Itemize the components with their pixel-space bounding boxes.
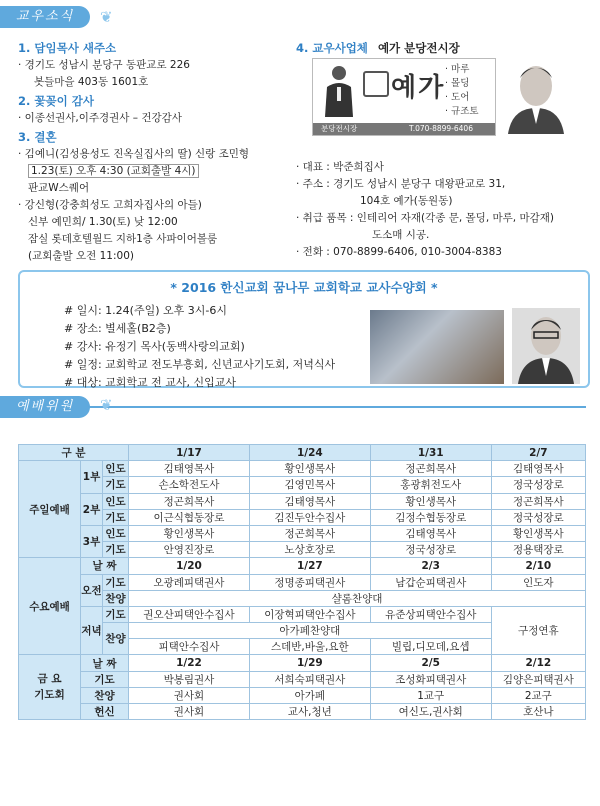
- table-row: [19, 525, 586, 541]
- news-item4-heading: [296, 40, 586, 56]
- table-cell: 피택안수집사: [129, 639, 250, 655]
- role-label: 기도: [103, 509, 129, 525]
- table-cell: 이장혁피택안수집사: [249, 606, 370, 622]
- role-label: 기도: [103, 477, 129, 493]
- table-cell: 권오산피택안수집사: [129, 606, 250, 622]
- table-cell: 조성화피택권사: [370, 671, 491, 687]
- table-cell: 김양은피택권사: [491, 671, 585, 687]
- table-cell: 김진두안수집사: [249, 509, 370, 525]
- news-item1-line: · 경기도 성남시 분당구 동판교로 226: [18, 59, 190, 71]
- ad-brand: 예가: [391, 73, 446, 103]
- news-item4-line: · 주소 : 경기도 성남시 분당구 대왕판교로 31,: [296, 178, 506, 190]
- header-cell: 1/24: [249, 445, 370, 461]
- header-cell: 1/17: [129, 445, 250, 461]
- news-item1-title: 1. 담임목사 새주소: [18, 41, 117, 55]
- date-cell: 1/20: [129, 558, 250, 574]
- header-cell: 2/7: [491, 445, 585, 461]
- owner-portrait: [504, 58, 568, 134]
- table-row: [19, 590, 586, 606]
- table-cell: 남갑순피택권사: [370, 574, 491, 590]
- table-cell: 황인생목사: [491, 525, 585, 541]
- news-item4-line: · 대표 : 박준희집사: [296, 161, 384, 173]
- news-item2-title: 2. 꽃꽂이 감사: [18, 94, 94, 108]
- role-label: 찬양: [103, 623, 129, 655]
- table-cell: 정곤희목사: [129, 493, 250, 509]
- friday-label: 금 요 기도회: [19, 655, 81, 720]
- role-label: 찬양: [103, 590, 129, 606]
- table-cell: 스데반,바울,요한: [249, 639, 370, 655]
- date-cell: 1/22: [129, 655, 250, 671]
- table-cell: 정곤희목사: [249, 525, 370, 541]
- service-label: 1부: [81, 461, 103, 493]
- ad-items: [445, 63, 479, 119]
- table-cell: 이근식협동장로: [129, 509, 250, 525]
- table-cell: 2교구: [491, 687, 585, 703]
- worship-schedule-table: [18, 444, 586, 720]
- table-row: [19, 558, 586, 574]
- retreat-item: # 일정: 교회학교 전도부흥회, 신년교사기도회, 저녁식사: [64, 358, 336, 371]
- table-cell: 노상호장로: [249, 542, 370, 558]
- ad-person-image: [321, 63, 357, 117]
- table-cell: 빌립,디모데,요셉: [370, 639, 491, 655]
- table-row: [19, 671, 586, 687]
- service-label: 3부: [81, 525, 103, 557]
- table-header-row: [19, 445, 586, 461]
- ad-item: · 규조토: [445, 106, 479, 117]
- table-cell: 황인생목사: [129, 525, 250, 541]
- table-row: [19, 461, 586, 477]
- table-row: [19, 655, 586, 671]
- table-row: [19, 704, 586, 720]
- table-cell: 황인생목사: [370, 493, 491, 509]
- news-item4-line: 도소매 시공.: [372, 229, 430, 241]
- news-item4-title: 4. 교우사업체: [296, 41, 368, 55]
- table-cell: 정국성장로: [491, 509, 585, 525]
- teacher-retreat-box: [18, 270, 590, 388]
- table-cell: 1교구: [370, 687, 491, 703]
- table-cell: 유준상피택안수집사: [370, 606, 491, 622]
- news-item4-subtitle: 예가 분당전시장: [377, 41, 460, 55]
- date-cell: 2/12: [491, 655, 585, 671]
- role-label: 인도: [103, 493, 129, 509]
- table-cell: 정용택장로: [491, 542, 585, 558]
- role-label: 인도: [103, 525, 129, 541]
- date-label: 날 짜: [81, 558, 129, 574]
- retreat-photo: [370, 310, 504, 384]
- news-item3-line: · 강신형(강충희성도 고희자집사의 아들): [18, 199, 202, 211]
- role-label: 기도: [81, 671, 129, 687]
- table-cell: 홍광휘전도사: [370, 477, 491, 493]
- table-cell: 손소학전도사: [129, 477, 250, 493]
- retreat-item: # 일시: 1.24(주일) 오후 3시-6시: [64, 304, 227, 317]
- ad-footer-bar: [313, 123, 495, 135]
- role-label: 헌신: [81, 704, 129, 720]
- news-item3-line: 판교W스퀘어: [28, 182, 90, 194]
- news-left-column: [18, 38, 300, 265]
- business-ad: [312, 58, 496, 136]
- table-cell: 김태영목사: [129, 461, 250, 477]
- header-cell: 1/31: [370, 445, 491, 461]
- table-row: [19, 606, 586, 622]
- worship-section-tab: [0, 396, 90, 418]
- news-item4-line: 104호 예가(동원동): [360, 195, 453, 207]
- table-cell: 정곤희목사: [491, 493, 585, 509]
- table-row: [19, 477, 586, 493]
- role-label: 기도: [103, 574, 129, 590]
- table-cell: 권사회: [129, 704, 250, 720]
- date-cell: 1/29: [249, 655, 370, 671]
- table-cell: 오광례피택권사: [129, 574, 250, 590]
- table-row: [19, 574, 586, 590]
- table-cell: 정국성장로: [370, 542, 491, 558]
- table-cell: 김태영목사: [249, 493, 370, 509]
- table-cell: 권사회: [129, 687, 250, 703]
- table-cell: 황인생목사: [249, 461, 370, 477]
- news-item3-line: · 김예니(김성용성도 진옥실집사의 딸) 신랑 조민형: [18, 148, 250, 160]
- retreat-title: * 2016 한신교회 꿈나무 교회학교 교사수양회 *: [170, 280, 438, 295]
- table-cell: 여신도,권사회: [370, 704, 491, 720]
- yega-logo-icon: [363, 71, 389, 97]
- table-cell: 안영진장로: [129, 542, 250, 558]
- role-label: 찬양: [81, 687, 129, 703]
- retreat-item: # 대상: 교회학교 전 교사, 신입교사: [64, 376, 237, 389]
- table-row: [19, 493, 586, 509]
- date-cell: 2/3: [370, 558, 491, 574]
- ad-item: · 마루: [445, 64, 470, 75]
- worship-tab-label: 예배위원: [16, 399, 75, 414]
- table-cell: 정명종피택권사: [249, 574, 370, 590]
- table-row: [19, 509, 586, 525]
- table-cell: 김태영목사: [370, 525, 491, 541]
- table-cell: 김태영목사: [491, 461, 585, 477]
- news-item4-line: · 취급 품목 : 인테리어 자재(각종 문, 몰딩, 마루, 마감재): [296, 212, 554, 224]
- table-cell: 정곤희목사: [370, 461, 491, 477]
- table-cell: 아가페찬양대: [129, 623, 492, 639]
- table-cell: 서희숙피택권사: [249, 671, 370, 687]
- butterfly-icon: ❦: [100, 8, 113, 26]
- news-item3-time: 1.23(토) 오후 4:30 (교회출발 4시): [28, 164, 199, 178]
- butterfly-icon: ❦: [100, 396, 113, 414]
- wednesday-label: 수요예배: [19, 558, 81, 655]
- service-label: 2부: [81, 493, 103, 525]
- ad-item: · 몰딩: [445, 78, 470, 89]
- retreat-items: [64, 302, 335, 392]
- news-section-tab: [0, 6, 90, 28]
- date-cell: 1/27: [249, 558, 370, 574]
- table-cell: 인도자: [491, 574, 585, 590]
- news-item2-line: · 이종선권사,이주경권사 – 건강감사: [18, 112, 182, 124]
- role-label: 인도: [103, 461, 129, 477]
- table-cell: 김영민목사: [249, 477, 370, 493]
- news-tab-label: 교우소식: [16, 9, 75, 24]
- table-cell: 정국성장로: [491, 477, 585, 493]
- table-cell: 교사,청년: [249, 704, 370, 720]
- table-cell: 구정연휴: [491, 606, 585, 655]
- table-cell: 김정수협동장로: [370, 509, 491, 525]
- news-item3-line: [18, 163, 300, 180]
- table-cell: 호산나: [491, 704, 585, 720]
- table-row: [19, 687, 586, 703]
- date-cell: 2/5: [370, 655, 491, 671]
- retreat-item: # 장소: 별세홀(B2층): [64, 322, 171, 335]
- evening-label: 저녁: [81, 606, 103, 655]
- speaker-portrait: [512, 308, 580, 384]
- ad-bar-right: T.070-8899-6406: [409, 124, 473, 133]
- role-label: 기도: [103, 606, 129, 622]
- news-item3-line: (교회출발 오전 11:00): [28, 250, 134, 262]
- news-item1-line: 봇들마을 403동 1601호: [34, 76, 149, 88]
- ad-item: · 도어: [445, 92, 470, 103]
- morning-label: 오전: [81, 574, 103, 606]
- retreat-item: # 강사: 유정기 목사(동백사랑의교회): [64, 340, 245, 353]
- table-cell: 박봉림권사: [129, 671, 250, 687]
- table-row: [19, 542, 586, 558]
- table-cell: 아가페: [249, 687, 370, 703]
- sunday-label: 주일예배: [19, 461, 81, 558]
- role-label: 기도: [103, 542, 129, 558]
- date-cell: 2/10: [491, 558, 585, 574]
- news-item3-title: 3. 결혼: [18, 130, 57, 144]
- ad-bar-left: 분당전시장: [321, 124, 358, 133]
- news-item4-line: · 전화 : 070-8899-6406, 010-3004-8383: [296, 246, 502, 258]
- date-label: 날 짜: [81, 655, 129, 671]
- table-cell: 샬롬찬양대: [129, 590, 586, 606]
- news-item3-line: 잠실 롯데호텔월드 지하1층 사파이어볼룸: [28, 233, 218, 245]
- news-item3-line: 신부 예민희/ 1.30(토) 낮 12:00: [28, 216, 178, 228]
- header-cell: 구 분: [19, 445, 129, 461]
